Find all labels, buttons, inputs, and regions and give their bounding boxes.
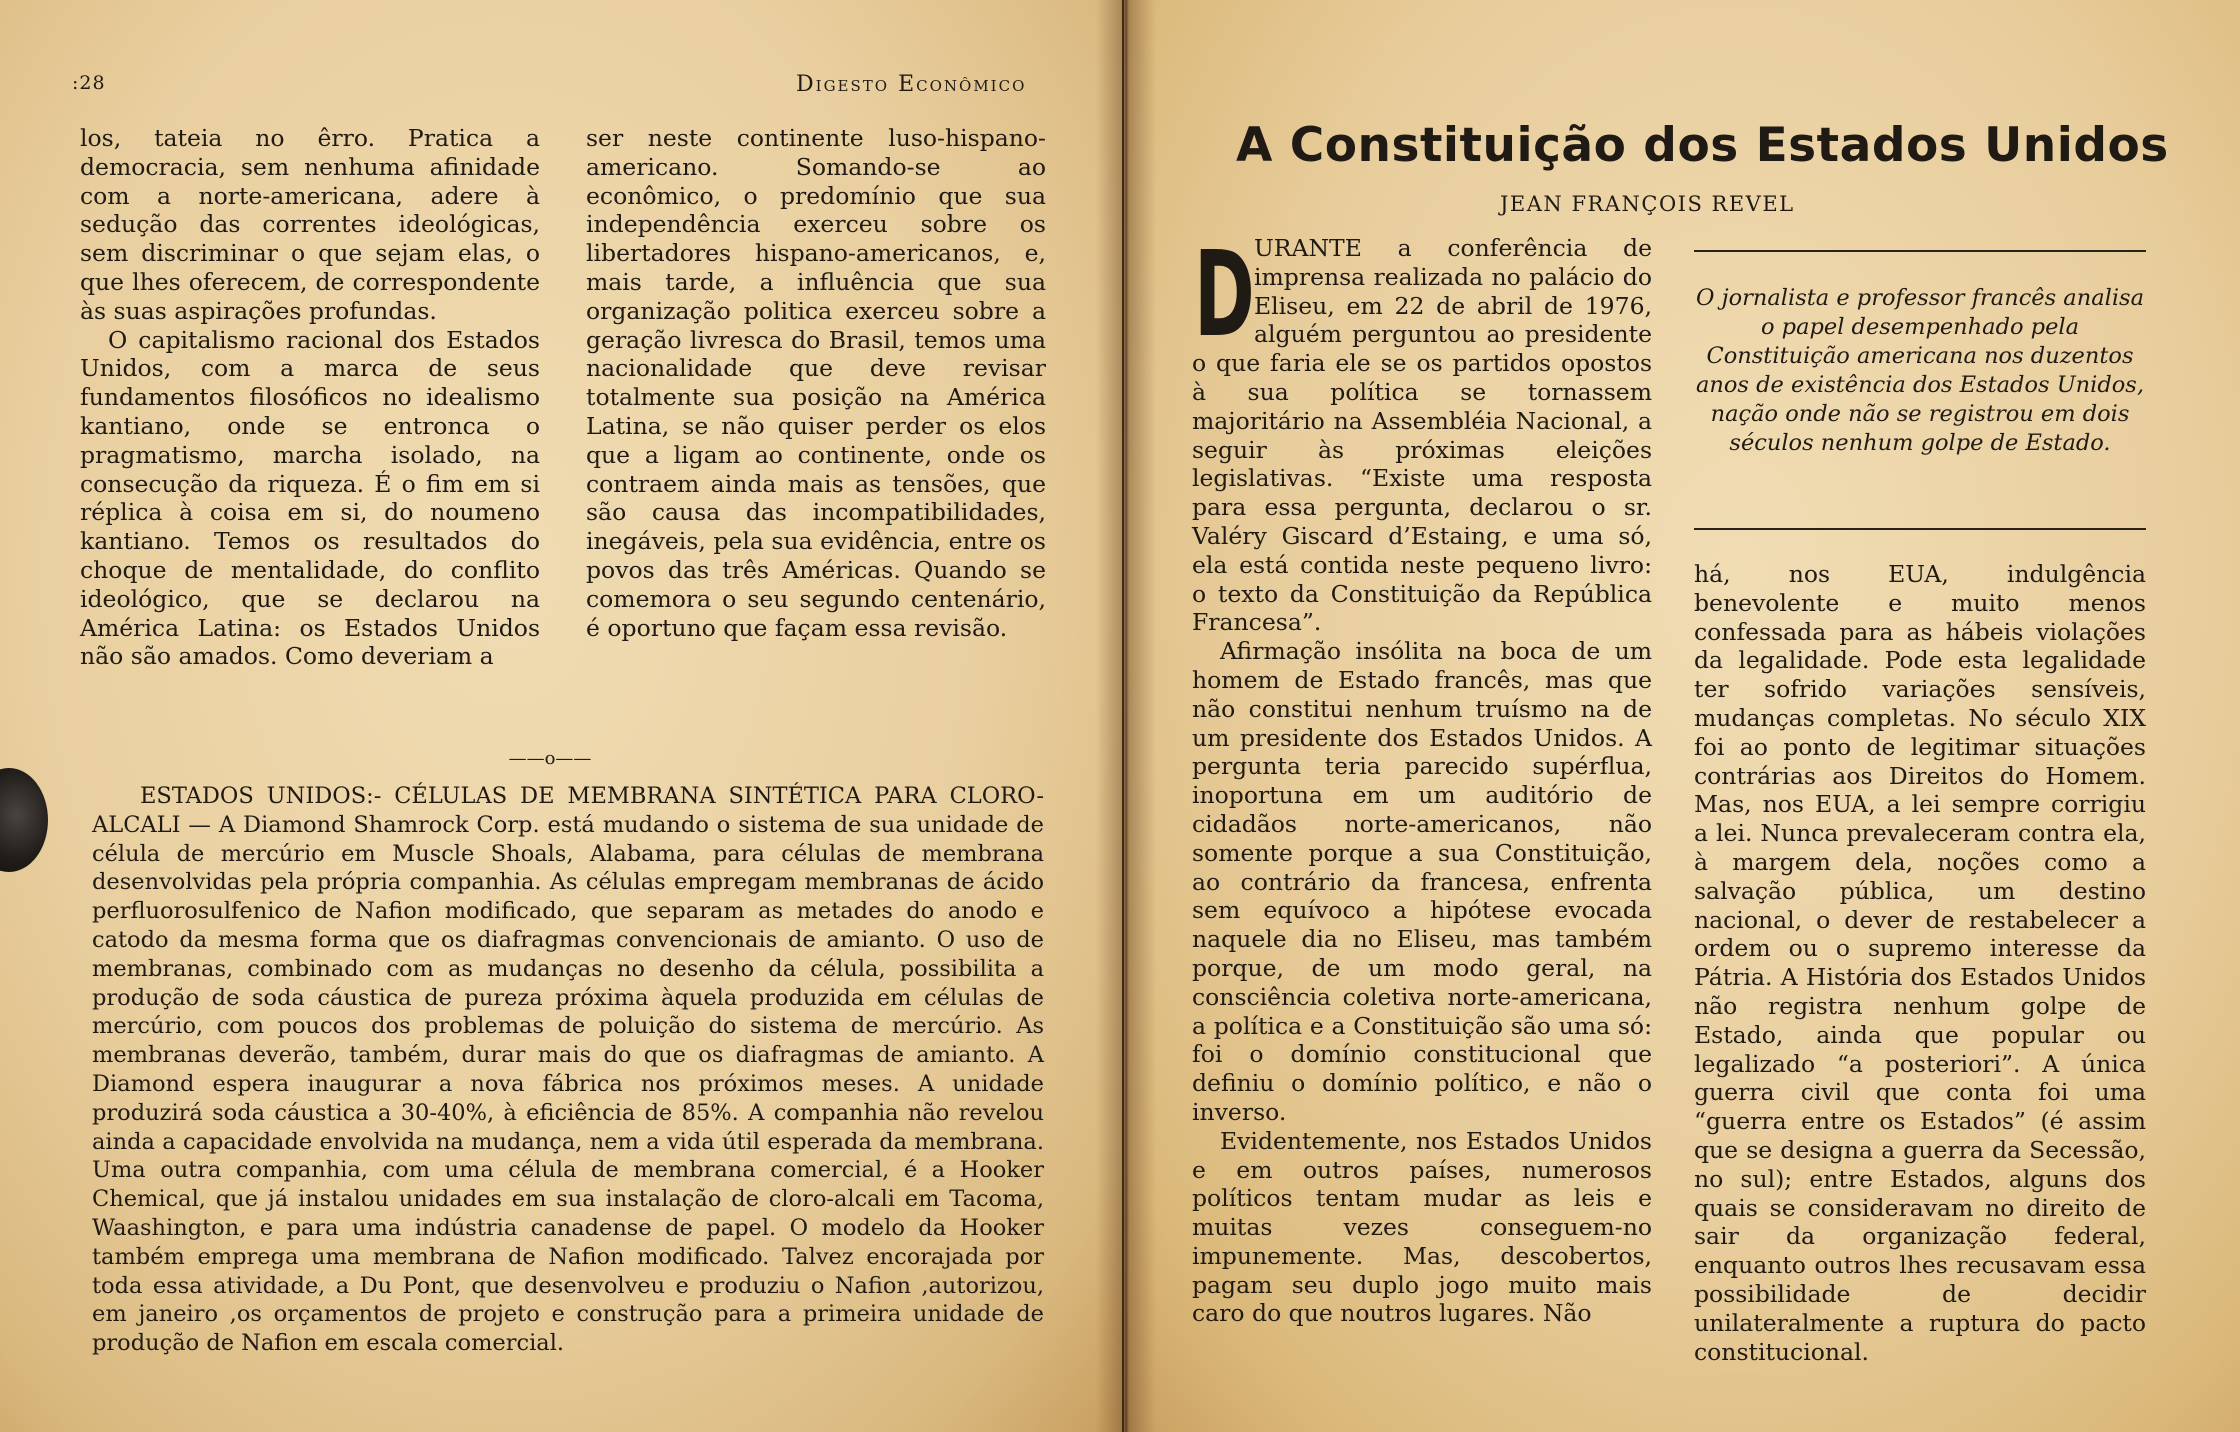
left-column-1 [80,124,540,671]
opening-caps: URANTE [1254,234,1362,262]
news-heading: ESTADOS UNIDOS:- CÉLULAS DE MEMBRANA SINTÉTICA PARA CLORO-ALCALI — [92,783,1044,838]
article-author: JEAN FRANÇOIS REVEL [1500,192,1795,216]
article-title: A Constituição dos Estados Unidos [1236,118,2169,173]
section-separator: ——o—— [508,748,592,769]
news-item [92,782,1044,1358]
paragraph: Evidentemente, nos Estados Unidos e em outros países, numerosos políticos tentam mudar as leis e muitas vezes conseguem-no impunemente. Mas, descobertos, pagam seu duplo jogo muito mais caro do que noutros lugares. Não [1192,1126,1652,1328]
paragraph: los, tateia no êrro. Pratica a democracia, sem nenhuma afinidade com a norte-americana, adere à sedução das correntes ideológicas, sem discriminar o que sejam elas, o que lhes oferecem, de correspondente às suas aspirações profundas. [80,124,540,325]
news-body: A Diamond Shamrock Corp. está mudando o sistema de sua unidade de célula de mercúrio em Muscle Shoals, Alabama, para células de membrana desenvolvidas pela própria companhia. As células empregam membranas de ácido perfluorosulfenico de Nafion modificado, que separam as metades do anodo e catodo da mesma forma que os diafragmas convencionais de amianto. O uso de membranas, combinado com as mudanças no desenho da célula, possibilita a produção de soda cáustica de pureza próxima àquela produzida em células de mercúrio, com poucos dos problemas de poluição do sistema de mercúrio. As membranas deverão, também, durar mais do que os diafragmas de amianto. A Diamond espera inaugurar a nova fábrica nos próximos meses. A unidade produzirá soda cáustica a 30-40%, à eficiência de 85%. A companhia não revelou ainda a capacidade envolvida na mudança, nem a vida útil esperada da membrana. Uma outra companhia, com uma célula de membrana comercial, é a Hooker Chemical, que já instalou unidades em sua instalação de cloro-alcali em Tacoma, Waashington, e para uma indústria canadense de papel. O modelo da Hooker também emprega uma membrana de Nafion modificado. Talvez encorajada por toda essa atividade, a Du Pont, que desenvolveu e produziu o Nafion ,autorizou, em janeiro ,os orçamentos de projeto e construção para a primeira unidade de produção de Nafion em escala comercial. [92,811,1044,1357]
binding-hole [0,768,48,872]
book-gutter [1096,0,1156,1432]
right-column-2 [1694,560,2146,1366]
paragraph: O capitalismo racional dos Estados Unidos, com a marca de seus fundamentos filosóficos no idealismo kantiano, onde se entronca o pragmatismo, marcha isolado, na consecução da riqueza. É o fim em si réplica à coisa em si, do noumeno kantiano. Temos os resultados do choque de mentalidade, do conflito ideológico, que se declarou na América Latina: os Estados Unidos não são amados. Como deveriam a [80,325,540,671]
drop-cap: D [1194,225,1255,363]
left-column-2 [586,124,1046,642]
lede-rule-top [1694,250,2146,252]
page-number: :28 [72,72,106,94]
running-head-journal: Digesto Econômico [796,72,1027,97]
article-lede: O jornalista e professor francês analisa o papel desempenhado pela Constituição americana nos duzentos anos de existência dos Estados Unidos, nação onde não se registrou em dois séculos nenhum golpe de Estado. [1695,285,2144,456]
paragraph: há, nos EUA, indulgência benevolente e muito menos confessada para as hábeis violações da legalidade. Pode esta legalidade ter sofrido variações sensíveis, mudanças completas. No século XIX foi ao ponto de legitimar situações contrárias aos Direitos do Homem. Mas, nos EUA, a lei sempre corrigiu a lei. Nunca prevaleceram contra ela, à margem dela, noções como a salvação pública, um destino nacional, o dever de restabelecer a ordem ou o supremo interesse da Pátria. A História dos Estados Unidos não registra nenhum golpe de Estado, ainda que popular ou legalizado “a posteriori”. A única guerra civil que conta foi uma “guerra entre os Estados” (é assim que se designa a guerra da Secessão, no sul); entre Estados, alguns dos quais se consideravam no direito de sair da organização federal, enquanto outros lhes recusavam essa possibilidade de decidir unilateralmente a ruptura do pacto constitucional. [1694,560,2146,1366]
paragraph: Afirmação insólita na boca de um homem de Estado francês, mas que não constitui nenhum truísmo na de um presidente dos Estados Unidos. A pergunta teria parecido supérflua, inoportuna em um auditório de cidadãos norte-americanos, não somente porque a sua Constituição, ao contrário da francesa, enfrenta sem equívoco a hipótese evocada naquele dia no Eliseu, mas também porque, de um modo geral, na consciência coletiva norte-americana, a política e a Constituição são uma só: foi o domínio constitucional que definiu o domínio político, e não o inverso. [1192,637,1652,1126]
lede-rule-bottom [1694,528,2146,530]
opening-text: a conferência de imprensa realizada no palácio do Eliseu, em 22 de abril de 1976, alguém perguntou ao presidente o que faria ele se os partidos opostos à sua política se tornassem majoritário na Assembléia Nacional, a seguir às próximas eleições legislativas. “Existe uma resposta para essa pergunta, declarou o sr. Valéry Giscard d’Estaing, e uma só, ela está contida neste pequeno livro: o texto da Constituição da República Francesa”. [1192,234,1652,637]
right-column-1 [1192,225,1652,1328]
paragraph: ser neste continente luso-hispano-americano. Somando-se ao econômico, o predomínio que sua independência exerceu sobre os libertadores hispano-americanos, e, mais tarde, a influência que sua organização politica exerceu sobre a geração livresca do Brasil, temos uma nacionalidade que deve revisar totalmente sua posição na América Latina, se não quiser perder os elos que a ligam ao continente, onde os contraem ainda mais as tensões, que são causa das incompatibilidades, inegáveis, pela sua evidência, entre os povos das três Américas. Quando se comemora o seu segundo centenário, é oportuno que façam essa revisão. [586,124,1046,642]
